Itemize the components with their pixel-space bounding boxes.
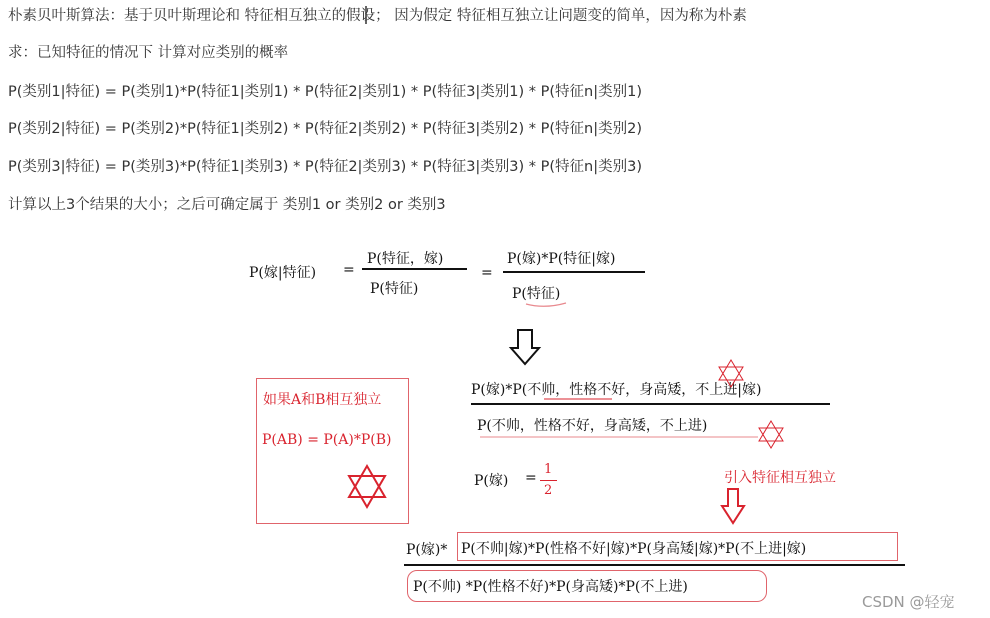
feature-independence-label: 引入特征相互独立	[724, 470, 836, 486]
bayes-equals-2: =	[481, 265, 493, 281]
underline-feature	[526, 303, 566, 306]
final-prefix: P(嫁)*	[406, 542, 448, 558]
prior-equals: =	[525, 470, 537, 486]
final-numerator: P(不帅|嫁)*P(性格不好|嫁)*P(身高矮|嫁)*P(不上进|嫁)	[461, 541, 807, 557]
red-down-arrow-icon	[722, 489, 744, 523]
prior-denominator: 2	[544, 483, 553, 498]
watermark: CSDN @轻宠	[862, 593, 955, 611]
formula-class-1: P(类别1|特征) = P(类别1)*P(特征1|类别1) * P(特征2|类别1) * P(特征3|类别1) * P(特征n|类别1)	[8, 84, 643, 100]
prior-lhs: P(嫁)	[474, 473, 509, 489]
fraction-1-denominator: P(特征)	[370, 281, 419, 297]
formula-class-2: P(类别2|特征) = P(类别2)*P(特征1|类别2) * P(特征2|类别2) * P(特征3|类别2) * P(特征n|类别2)	[8, 121, 643, 137]
intro-line-1: 朴素贝叶斯算法：基于贝叶斯理论和 特征相互独立的假设； 因为假定 特征相互独立让问题变的简单，因为称为朴素	[8, 8, 747, 24]
expanded-numerator: P(嫁)*P(不帅，性格不好，身高矮，不上进|嫁)	[471, 382, 762, 398]
down-arrow-icon	[511, 330, 539, 364]
bayes-equals-1: =	[343, 262, 355, 278]
final-denominator: P(不帅) *P(性格不好)*P(身高矮)*P(不上进)	[413, 579, 688, 595]
intro-line-2: 求：已知特征的情况下 计算对应类别的概率	[8, 45, 289, 61]
bayes-lhs: P(嫁|特征)	[249, 265, 317, 281]
independence-title: 如果A和B相互独立	[263, 392, 382, 408]
star-icon	[349, 466, 385, 507]
small-star-icon-bottom	[759, 421, 783, 448]
expanded-denominator: P(不帅，性格不好，身高矮，不上进)	[477, 418, 708, 434]
small-star-icon-top	[719, 360, 743, 387]
fraction-1-numerator: P(特征，嫁)	[367, 251, 444, 267]
prior-numerator: 1	[544, 462, 553, 477]
independence-formula: P(AB) = P(A)*P(B)	[262, 432, 392, 448]
fraction-2-denominator: P(特征)	[512, 286, 561, 302]
fraction-2-numerator: P(嫁)*P(特征|嫁)	[507, 251, 616, 267]
conclusion-line: 计算以上3个结果的大小；之后可确定属于 类别1 or 类别2 or 类别3	[8, 197, 446, 213]
formula-class-3: P(类别3|特征) = P(类别3)*P(特征1|类别3) * P(特征2|类别3) * P(特征3|类别3) * P(特征n|类别3)	[8, 159, 643, 175]
